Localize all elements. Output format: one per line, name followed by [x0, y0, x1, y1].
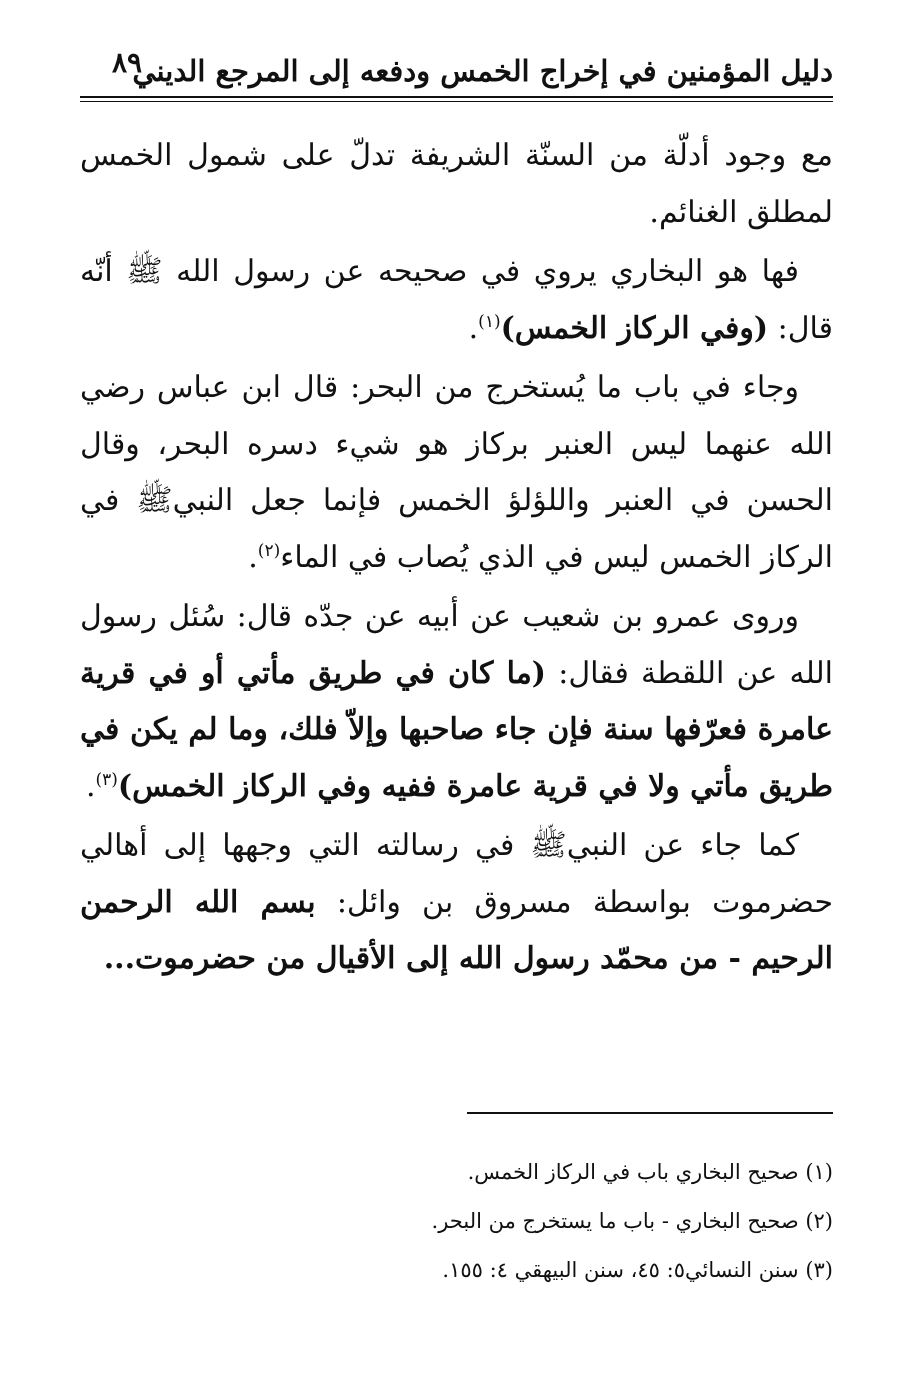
paragraph-3: [80, 360, 833, 586]
paragraph-4: [80, 589, 833, 815]
hadith-quote-2: (ما كان في طريق مأتي أو في قرية عامرة فعرّفها سنة فإن جاء صاحبها وإلاّ فلك، وما لم يكن في طريق مأتي ولا في قرية عامرة ففيه وفي الركاز الخمس): [80, 655, 833, 804]
paragraph-1-text: مع وجود أدلّة من السنّة الشريفة تدلّ على شمول الخمس لمطلق الغنائم.: [80, 138, 833, 230]
running-head-title: دليل المؤمنين في إخراج الخمس ودفعه إلى المرجع الديني: [132, 54, 833, 88]
footnote-3: (٣) سنن النسائي٥: ٤٥، سنن البيهقي ٤: ١٥٥.: [442, 1258, 833, 1282]
paragraph-3-text: وجاء في باب ما يُستخرج من البحر: قال ابن عباس رضي الله عنهما ليس العنبر بركاز هو شيء دسره البحر، وقال الحسن في العنبر واللؤلؤ الخمس فإنما جعل النبيﷺ في الركاز الخمس ليس في الذي يُصاب في الماء: [80, 370, 833, 575]
paragraph-2-end: .: [468, 310, 479, 346]
paragraph-5-text: كما جاء عن النبيﷺ في رسالته التي وجهها إلى أهالي حضرموت بواسطة مسروق بن وائل:: [80, 828, 833, 920]
paragraph-5: [80, 818, 833, 988]
paragraph-4-text: وروى عمرو بن شعيب عن أبيه عن جدّه قال: سُئل رسول الله عن اللقطة فقال:: [80, 599, 833, 691]
paragraph-1: [80, 128, 833, 241]
paragraph-3-end: .: [248, 539, 258, 575]
main-text: [80, 128, 833, 988]
paragraph-2: [80, 244, 833, 357]
footnote-ref-3: (٣): [95, 769, 118, 790]
running-header: [80, 40, 833, 96]
paragraph-4-end: .: [85, 768, 96, 804]
footnote-ref-2: (٢): [257, 540, 281, 561]
footnotes: [80, 1148, 833, 1295]
header-rule-thin: [80, 101, 833, 102]
footnote-separator: [467, 1112, 833, 1114]
paragraph-2-text: فها هو البخاري يروي في صحيحه عن رسول الله ﷺ أنّه قال:: [80, 254, 833, 346]
hadith-quote-1: (وفي الركاز الخمس): [500, 310, 769, 346]
footnote-2: (٢) صحيح البخاري - باب ما يستخرج من البحر.: [431, 1209, 833, 1233]
page-number: ٨٩: [112, 46, 143, 79]
footnote-1: (١) صحيح البخاري باب في الركاز الخمس.: [467, 1160, 833, 1184]
footnote-ref-1: (١): [478, 311, 501, 332]
header-rule: [80, 96, 833, 98]
letter-quote: بسم الله الرحمن الرحيم - من محمّد رسول الله إلى الأقيال من حضرموت...: [80, 884, 833, 976]
